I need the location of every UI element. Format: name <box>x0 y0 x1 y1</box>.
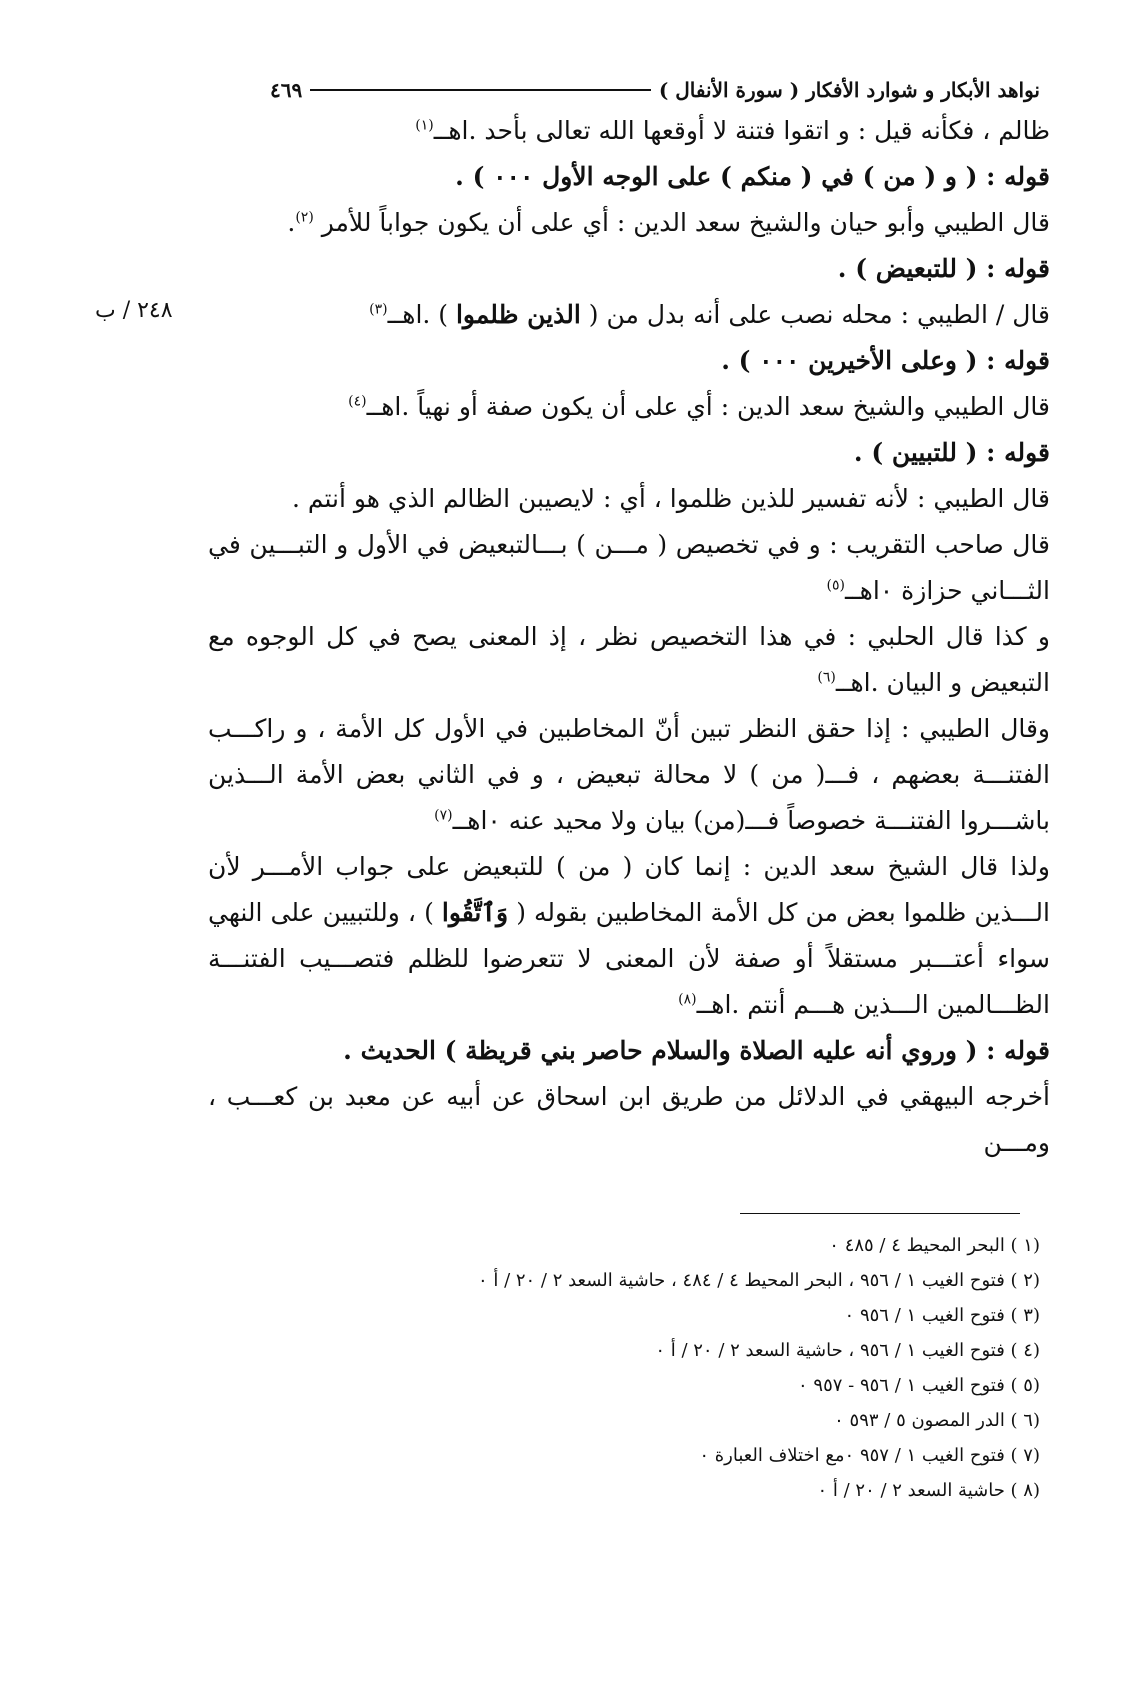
footnotes <box>208 1228 1040 1508</box>
footnote: (٣ ) فتوح الغيب ١ / ٩٥٦ ٠ <box>844 1305 1040 1326</box>
main-text <box>208 108 1050 1166</box>
footnote: (٨ ) حاشية السعد ٢ / ٢٠ / أ ٠ <box>817 1480 1040 1501</box>
paragraph-text: ظالم ، فكأنه قيل : و اتقوا فتنة لا أوقعها الله تعالى بأحد .اهــ <box>433 116 1050 145</box>
bold-quote: وَٱتَّقُوا <box>441 898 509 927</box>
footnote-ref: (١) <box>415 117 434 134</box>
paragraph-text: قوله : ( للتبيين ) . <box>853 438 1050 467</box>
paragraph-text: ) ، وللتبيين على النهي سواء أعتـــبر مستقلاً أو صفة لأن المعنى لا تتعرضوا للظلم فتصـــيب الفتنـــة الظـــالمين الـــذين هـــم أنتم .اهــ <box>208 898 1050 1019</box>
paragraph-text: وقال الطيبي : إذا حقق النظر تبين أنّ المخاطبين في الأول كل الأمة ، و راكـــب الفتنـــة بعضهم ، فـــ( من ) لا محالة تبعيض ، و في الثاني بعض الأمة الـــذين باشـــروا الفتنـــة خصوصاً فـــ(من) بيان ولا محيد عنه ٠اهــ <box>208 714 1050 835</box>
paragraph-text: . <box>287 208 296 237</box>
paragraph-text: أخرجه البيهقي في الدلائل من طريق ابن اسحاق عن أبيه عن معبد بن كعـــب ، ومـــن <box>208 1082 1050 1157</box>
section-heading <box>208 338 1050 384</box>
running-header <box>270 74 1040 106</box>
paragraph <box>208 200 1050 246</box>
paragraph <box>208 1074 1050 1166</box>
paragraph-text: و كذا قال الحلبي : في هذا التخصيص نظر ، إذ المعنى يصح في كل الوجوه مع التبعيض و البيان .اهــ <box>208 622 1050 697</box>
book-title: نواهد الأبكار و شوارد الأفكار ( سورة الأنفال ) <box>658 78 1040 102</box>
paragraph-text: قال الطيبي وأبو حيان والشيخ سعد الدين : أي على أن يكون جواباً للأمر <box>313 208 1050 237</box>
header-rule <box>310 89 651 91</box>
footnote-ref: (٧) <box>434 807 453 824</box>
footnote-ref: (٨) <box>678 991 697 1008</box>
footnote: (٢ ) فتوح الغيب ١ / ٩٥٦ ، البحر المحيط ٤ / ٤٨٤ ، حاشية السعد ٢ / ٢٠ / أ ٠ <box>477 1270 1040 1291</box>
paragraph <box>208 476 1050 522</box>
paragraph-text: قوله : ( للتبعيض ) . <box>837 254 1050 283</box>
paragraph-text: ولذا قال الشيخ سعد الدين : إنما كان ( من ) للتبعيض على جواب الأمـــر لأن الـــذين ظلموا بعض من كل الأمة المخاطبين بقوله ( <box>208 852 1050 927</box>
footnote: (٦ ) الدر المصون ٥ / ٥٩٣ ٠ <box>834 1410 1040 1431</box>
section-heading <box>208 154 1050 200</box>
footnote: (١ ) البحر المحيط ٤ / ٤٨٥ ٠ <box>829 1235 1040 1256</box>
paragraph-text: ) .اهــ <box>387 300 456 329</box>
paragraph <box>208 614 1050 706</box>
footnote: (٥ ) فتوح الغيب ١ / ٩٥٦ - ٩٥٧ ٠ <box>798 1375 1040 1396</box>
footnote-ref: (٣) <box>369 301 388 318</box>
section-heading <box>208 1028 1050 1074</box>
page-number: ٤٦٩ <box>270 78 303 102</box>
paragraph <box>208 384 1050 430</box>
paragraph-text: قال الطيبي : لأنه تفسير للذين ظلموا ، أي : لايصيبن الظالم الذي هو أنتم . <box>291 484 1050 513</box>
section-heading <box>208 430 1050 476</box>
paragraph-text: قال صاحب التقريب : و في تخصيص ( مـــن ) بـــالتبعيض في الأول و التبـــين في الثـــاني حزازة ٠اهــ <box>208 530 1050 605</box>
paragraph-text: قال الطيبي والشيخ سعد الدين : أي على أن يكون صفة أو نهياً .اهــ <box>366 392 1050 421</box>
bold-quote: الذين ظلموا <box>455 300 581 329</box>
footnote: (٧ ) فتوح الغيب ١ / ٩٥٧ ٠مع اختلاف العبارة ٠ <box>699 1445 1040 1466</box>
footnote-ref: (٦) <box>817 669 836 686</box>
paragraph-text: قوله : ( وروي أنه عليه الصلاة والسلام حاصر بني قريظة ) الحديث . <box>343 1036 1050 1065</box>
footnote-separator <box>740 1213 1020 1214</box>
paragraph-text: قوله : ( وعلى الأخيرين ٠٠٠ ) . <box>721 346 1050 375</box>
footnote-ref: (٥) <box>826 577 846 594</box>
footnote: (٤ ) فتوح الغيب ١ / ٩٥٦ ، حاشية السعد ٢ / ٢٠ / أ ٠ <box>655 1340 1040 1361</box>
paragraph <box>208 522 1050 614</box>
margin-folio-note: ٢٤٨ / ب <box>95 298 173 323</box>
paragraph <box>208 844 1050 1028</box>
footnote-ref: (٤) <box>348 393 367 410</box>
paragraph-text: قوله : ( و ( من ) في ( منكم ) على الوجه الأول ٠٠٠ ) . <box>455 162 1050 191</box>
paragraph <box>208 108 1050 154</box>
paragraph <box>208 706 1050 844</box>
paragraph-text: قال / الطيبي : محله نصب على أنه بدل من ( <box>580 300 1050 329</box>
paragraph <box>208 292 1050 338</box>
section-heading <box>208 246 1050 292</box>
footnote-ref: (٢) <box>295 209 314 226</box>
